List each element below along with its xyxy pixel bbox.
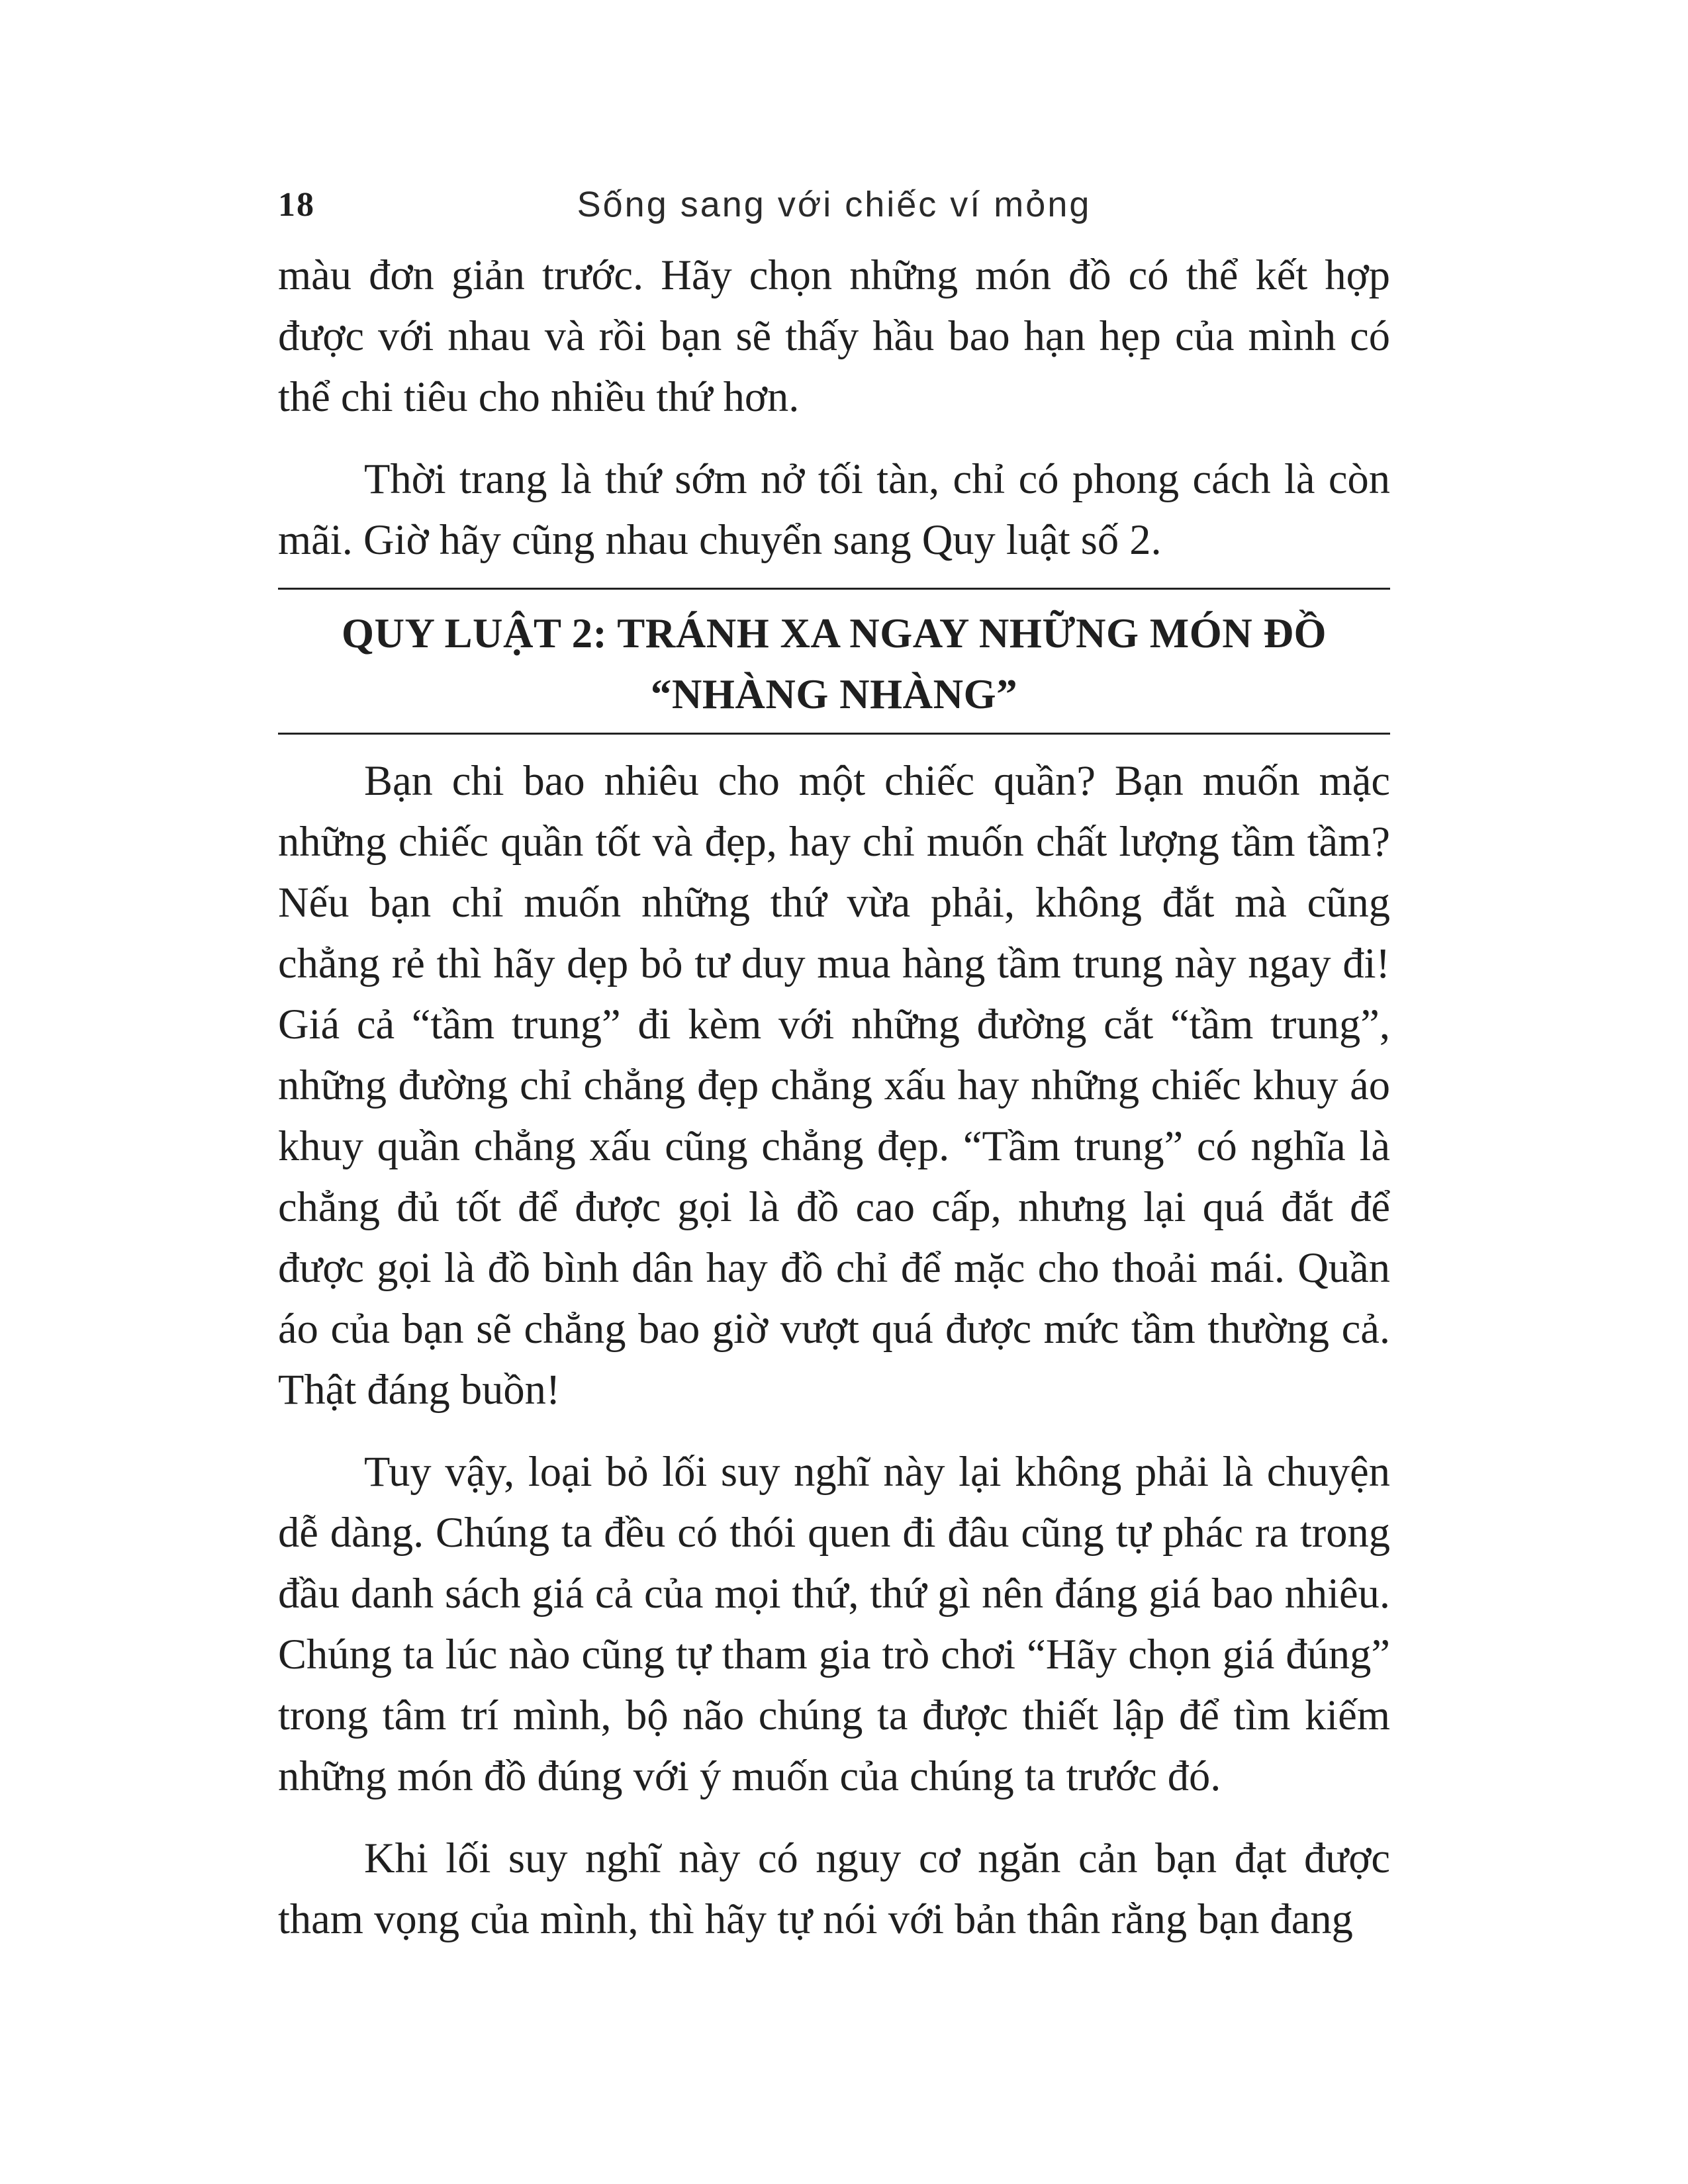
paragraph: Bạn chi bao nhiêu cho một chiếc quần? Bạn muốn mặc những chiếc quần tốt và đẹp, hay chỉ muốn chất lượng tầm tầm? Nếu bạn chỉ muốn những thứ vừa phải, không đắt mà cũng chẳng rẻ thì hãy dẹp bỏ tư duy mua hàng tầm trung này ngay đi! Giá cả “tầm trung” đi kèm với những đường cắt “tầm trung”, những đường chỉ chẳng đẹp chẳng xấu hay những chiếc khuy áo khuy quần chẳng xấu cũng chẳng đẹp. “Tầm trung” có nghĩa là chẳng đủ tốt để được gọi là đồ cao cấp, nhưng lại quá đắt để được gọi là đồ bình dân hay đồ chỉ để mặc cho thoải mái. Quần áo của bạn sẽ chẳng bao giờ vượt quá được mức tầm thường cả. Thật đáng buồn! (278, 757, 1390, 1413)
book-page (278, 165, 1390, 1950)
page-number: 18 (278, 186, 315, 224)
paragraph-continued: màu đơn giản trước. Hãy chọn những món đồ có thể kết hợp được với nhau và rồi bạn sẽ thấy hầu bao hạn hẹp của mình có thể chi tiêu cho nhiều thứ hơn. (278, 251, 1390, 420)
paragraph: Thời trang là thứ sớm nở tối tàn, chỉ có phong cách là còn mãi. Giờ hãy cũng nhau chuyển sang Quy luật số 2. (278, 455, 1390, 563)
paragraph: Khi lối suy nghĩ này có nguy cơ ngăn cản bạn đạt được tham vọng của mình, thì hãy tự nói với bản thân rằng bạn đang (278, 1835, 1390, 1942)
paragraph: Tuy vậy, loại bỏ lối suy nghĩ này lại không phải là chuyện dễ dàng. Chúng ta đều có thói quen đi đâu cũng tự phác ra trong đầu danh sách giá cả của mọi thứ, thứ gì nên đáng giá bao nhiêu. Chúng ta lúc nào cũng tự tham gia trò chơi “Hãy chọn giá đúng” trong tâm trí mình, bộ não chúng ta được thiết lập để tìm kiếm những món đồ đúng với ý muốn của chúng ta trước đó. (278, 1448, 1390, 1799)
book-title: Sống sang với chiếc ví mỏng (577, 185, 1092, 224)
running-header (278, 165, 1390, 245)
section-heading (278, 588, 1390, 735)
body-text (278, 245, 1390, 1950)
section-heading-line-2: “NHÀNG NHÀNG” (650, 671, 1018, 717)
section-heading-line-1: QUY LUẬT 2: TRÁNH XA NGAY NHỮNG MÓN ĐỒ (342, 610, 1327, 657)
